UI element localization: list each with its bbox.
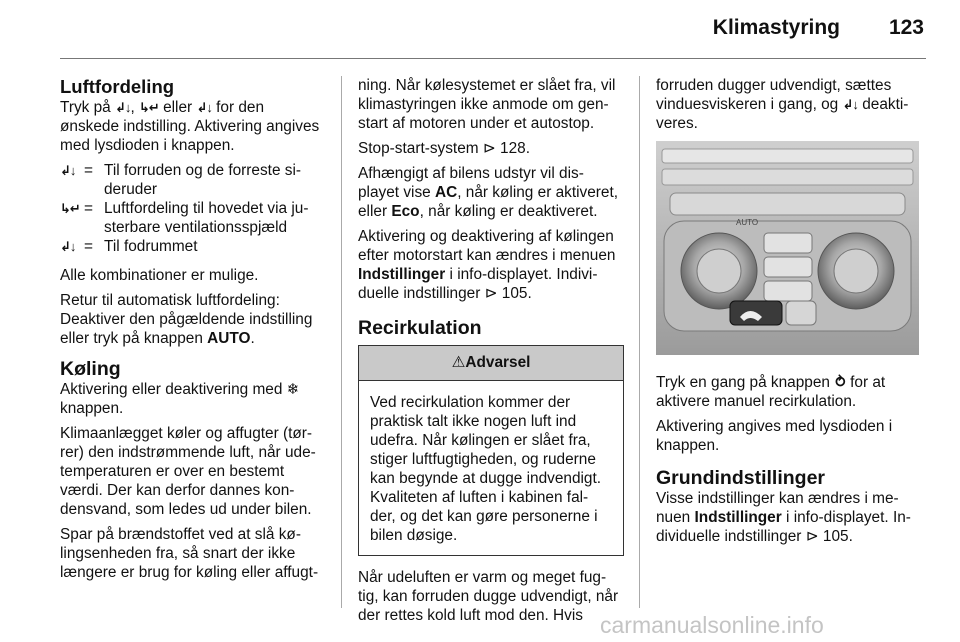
climate-control-panel-photo (656, 141, 919, 355)
para-stop-start: Stop-start-system ⊳ 128. (358, 140, 531, 157)
header-rule (60, 58, 926, 59)
para-alle: Alle kombinationer er mulige. (60, 267, 259, 284)
para-klima: Klimaanlægget køler og affugter (tør-rer) den indstrømmende luft, når ude-temperaturen er over en bestemt værdi. Der kan derfor dannes kon-densvand, som ledes ud under bilen. (60, 425, 316, 518)
reference-arrow-icon: ⊳ (484, 285, 498, 302)
para-naar: Når udeluften er varm og meget fug-tig, kan forruden dugge udvendigt, når der rettes kold luft mod den. Hvis (358, 569, 619, 624)
feet-icon: ↲↓ (60, 239, 76, 254)
column-divider-2 (639, 76, 640, 608)
heading-recirkulation: Recirkulation (358, 317, 482, 339)
left-column (60, 76, 326, 588)
para-forruden: forruden dugger udvendigt, sættes vinduesviskeren i gang, og ↲↓ deakti-veres. (656, 77, 909, 132)
snowflake-icon: ❄ (286, 381, 299, 398)
heading-grundindstillinger: Grundindstillinger (656, 467, 825, 489)
head-vents-icon: ↳↵ (139, 100, 159, 115)
para-tryk-recirk: Tryk en gang på knappen ⥁ for at aktivere manuel recirkulation. (656, 374, 886, 410)
window-feet-icon: ↲↓ (842, 97, 858, 112)
warning-header: ⚠Advarsel (359, 346, 623, 381)
para-retur: Retur til automatisk luftfordeling: Deaktiver den pågældende indstilling eller tryk på knappen AUTO. (60, 292, 313, 347)
window-feet-icon: ↲↓ (60, 163, 76, 178)
page-number: 123 (888, 16, 924, 39)
watermark: carmanualsonline.info (600, 612, 824, 638)
para-aktivering-koling: Aktivering og deaktivering af kølingen efter motorstart kan ændres i menuen Indstillinger i info-displayet. Indivi-duelle indstillinger ⊳ 105. (358, 228, 616, 302)
column-divider-1 (341, 76, 342, 608)
page-title: Klimastyring (712, 16, 840, 39)
heading-koling: Køling (60, 358, 121, 380)
photo-auto-label: AUTO (736, 218, 759, 227)
air-distribution-list (60, 161, 326, 256)
list-item: ↲↓ = Til fodrummet (60, 238, 198, 255)
heading-luftfordeling: Luftfordeling (60, 76, 175, 97)
reference-arrow-icon: ⊳ (482, 140, 496, 157)
para-aktivering-lysdiode: Aktivering angives med lysdioden i knappen. (656, 418, 893, 454)
warning-icon: ⚠ (451, 354, 466, 371)
para-afhaengigt: Afhængigt af bilens udstyr vil dis-playet vise AC, når køling er aktiveret, eller Eco, når køling er deaktiveret. (358, 165, 619, 220)
para-spar: Spar på brændstoffet ved at slå kø-lingsenheden fra, så snart der ikke længere er brug for køling eller affugt- (60, 526, 319, 581)
warning-text: Ved recirkulation kommer der praktisk talt ikke nogen luft ind udefra. Når kølingen er slået fra, stiger luftfugtigheden, og ruderne kan begynde at dugge indvendigt. Kvaliteten af luften i kabinen fal-der, og det kan gøre personerne i bilen døsige. (370, 394, 602, 544)
list-item: ↳↵ = Luftfordeling til hovedet via ju-sterbare ventilationsspjæld (60, 200, 309, 236)
window-feet-icon: ↲↓ (115, 100, 131, 115)
head-vents-icon: ↳↵ (60, 201, 80, 216)
middle-column (358, 76, 624, 631)
right-column (656, 76, 924, 552)
para-ning: ning. Når kølesystemet er slået fra, vil klimastyringen ikke anmode om gen-start af motoren under et autostop. (358, 77, 616, 132)
reference-arrow-icon: ⊳ (805, 528, 819, 545)
para-visse: Visse indstillinger kan ændres i me-nuen Indstillinger i info-displayet. In-dividuelle indstillinger ⊳ 105. (656, 490, 911, 545)
list-item: ↲↓ = Til forruden og de forreste si-deruder (60, 162, 302, 198)
para-tryk: Tryk på ↲↓, ↳↵ eller ↲↓ for den ønskede indstilling. Aktivering angives med lysdioden i knappen. (60, 99, 320, 154)
recirculation-icon: ⥁ (834, 374, 846, 391)
para-aktivering: Aktivering eller deaktivering med ❄ knappen. (60, 381, 299, 417)
feet-icon: ↲↓ (196, 100, 212, 115)
warning-box (358, 345, 624, 556)
